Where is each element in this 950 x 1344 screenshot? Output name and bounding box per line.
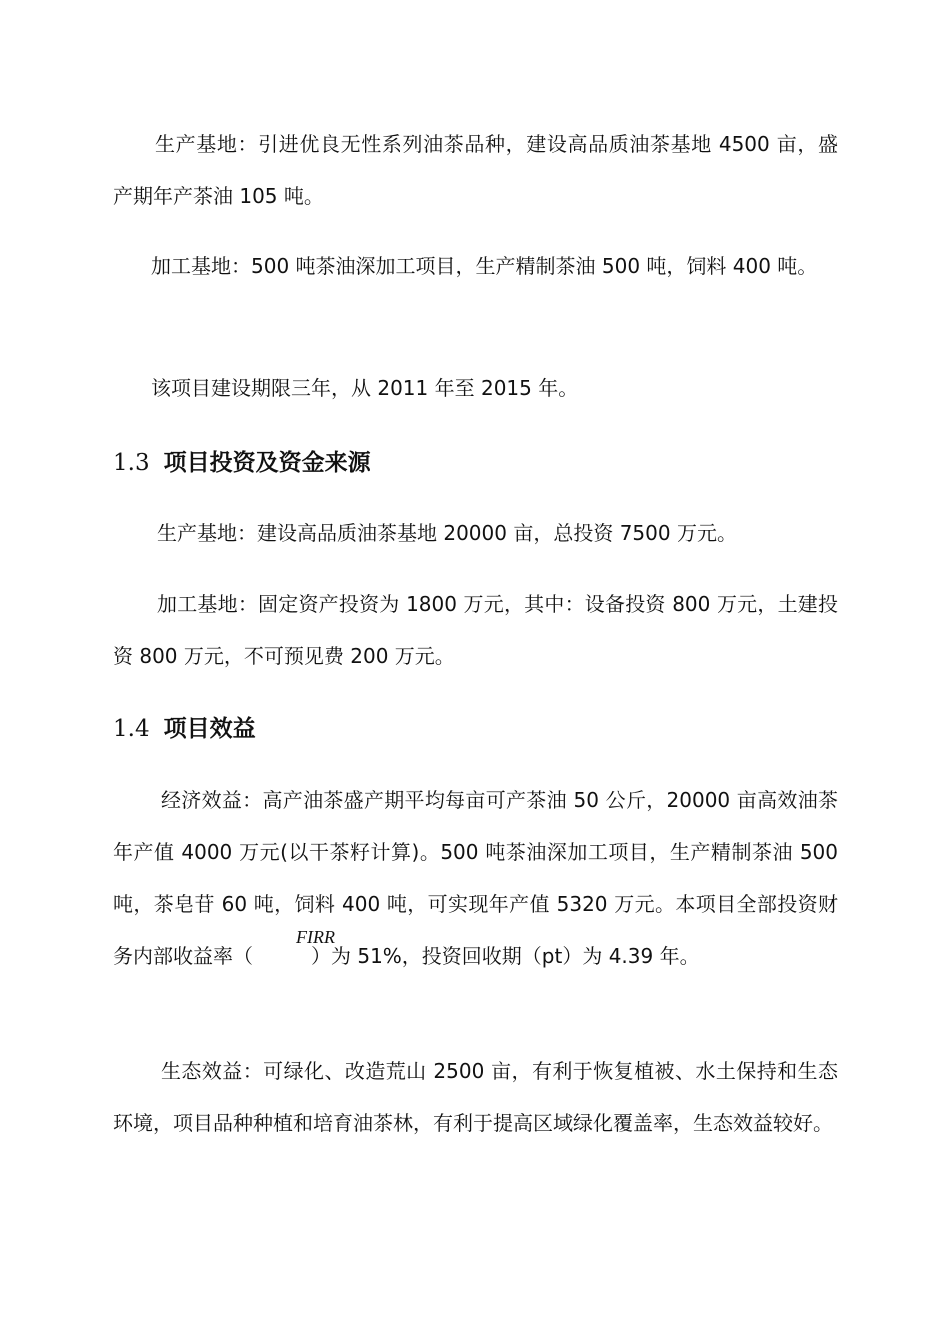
heading-number: 1.4 [113,716,150,742]
economic-text-part-2: ）为 51%，投资回收期（pt）为 4.39 年。 [311,944,700,968]
heading-1-4 [113,714,256,744]
paragraph-economic-benefits [113,774,838,982]
firr-label: FIRR [296,927,335,947]
economic-text-part-1: 经济效益：高产油茶盛产期平均每亩可产茶油 50 公斤，20000 亩高效油茶年产值 4000 万元(以干茶籽计算)。500 吨茶油深加工项目，生产精制茶油 500 吨，茶皂苷 60 吨，饲料 400 吨，可实现年产值 5320 万元。本项目全部投资财务内部收益率（ [113,788,838,968]
paragraph-processing-base-output: 加工基地：500 吨茶油深加工项目，生产精制茶油 500 吨，饲料 400 吨。 [151,254,818,278]
heading-number: 1.3 [113,450,150,476]
heading-title: 项目投资及资金来源 [163,450,371,476]
paragraph-construction-period: 该项目建设期限三年，从 2011 年至 2015 年。 [151,376,579,400]
paragraph-investment-processing-base: 加工基地：固定资产投资为 1800 万元，其中：设备投资 800 万元，土建投资 800 万元，不可预见费 200 万元。 [113,592,838,668]
heading-1-3 [113,448,371,478]
paragraph-ecological-benefits: 生态效益：可绿化、改造荒山 2500 亩，有利于恢复植被、水土保持和生态环境，项目品种种植和培育油茶林，有利于提高区域绿化覆盖率，生态效益较好。 [113,1059,838,1135]
paragraph-production-base-planting: 生产基地：引进优良无性系列油茶品种，建设高品质油茶基地 4500 亩，盛产期年产茶油 105 吨。 [113,132,838,208]
paragraph-investment-production-base: 生产基地：建设高品质油茶基地 20000 亩，总投资 7500 万元。 [157,521,737,545]
heading-title: 项目效益 [163,716,256,742]
